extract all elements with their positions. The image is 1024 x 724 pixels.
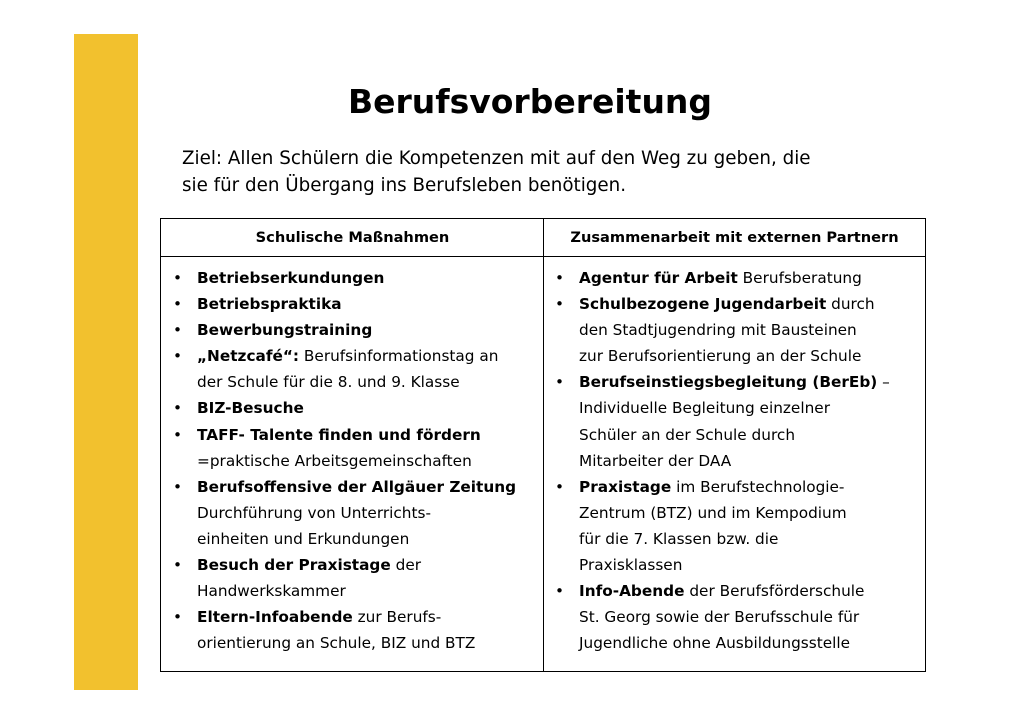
measures-table — [160, 218, 926, 672]
item-continuation: der Schule für die 8. und 9. Klasse — [197, 373, 460, 392]
item-line — [197, 474, 543, 500]
list-item — [171, 395, 543, 421]
item-continuation: Jugendliche ohne Ausbildungsstelle — [579, 634, 851, 653]
bullet-icon: • — [555, 477, 565, 496]
bullet-icon: • — [173, 347, 183, 366]
list-item — [171, 343, 543, 395]
item-continuation: den Stadtjugendring mit Bausteinen — [579, 321, 857, 340]
item-text: der — [390, 556, 422, 575]
item-line — [197, 604, 543, 630]
item-line — [197, 552, 543, 578]
item-continuation: für die 7. Klassen bzw. die — [579, 529, 779, 548]
item-bold-text: BIZ-Besuche — [197, 399, 304, 418]
bullet-icon: • — [555, 269, 565, 287]
bullet-icon: • — [173, 556, 183, 575]
item-line — [197, 422, 543, 448]
bullet-icon: • — [173, 321, 183, 340]
item-line — [579, 369, 923, 395]
bullet-icon: • — [173, 477, 183, 496]
item-text: im Berufstechnologie- — [671, 477, 845, 496]
list-item — [553, 291, 923, 369]
item-bold-text: Agentur für Arbeit — [579, 269, 738, 287]
accent-bar — [74, 34, 138, 690]
item-text: durch — [826, 295, 875, 314]
column-divider — [543, 219, 544, 671]
bullet-icon: • — [555, 373, 565, 392]
item-bold-text: Besuch der Praxistage — [197, 556, 391, 575]
subtitle-line: sie für den Übergang ins Berufsleben benötigen. — [182, 175, 627, 196]
bullet-icon: • — [173, 269, 183, 287]
item-continuation: einheiten und Erkundungen — [197, 529, 410, 548]
item-continuation: =praktische Arbeitsgemeinschaften — [197, 451, 472, 470]
item-line — [197, 265, 543, 291]
list-item — [171, 552, 543, 604]
item-bold-text: Eltern-Infoabende — [197, 608, 353, 627]
item-line — [197, 317, 543, 343]
item-continuation: Schüler an der Schule durch — [579, 425, 796, 444]
item-bold-text: Bewerbungstraining — [197, 321, 373, 340]
item-bold-text: Berufseinstiegsbegleitung (BerEb) — [579, 373, 878, 392]
item-continuation: Zentrum (BTZ) und im Kempodium — [579, 503, 847, 522]
list-item — [553, 474, 923, 578]
bullet-icon: • — [555, 295, 565, 314]
list-item — [171, 317, 543, 343]
list-item — [171, 604, 543, 656]
slide-title: Berufsvorbereitung — [347, 82, 713, 121]
list-item — [171, 422, 543, 474]
bullet-icon: • — [173, 399, 183, 418]
item-bold-text: Info-Abende — [579, 582, 685, 601]
item-bold-text: Betriebspraktika — [197, 295, 342, 314]
item-bold-text: Betriebserkundungen — [197, 269, 385, 287]
item-continuation: Handwerkskammer — [197, 582, 346, 601]
header-school-measures: Schulische Maßnahmen — [161, 219, 544, 257]
list-item — [553, 369, 923, 473]
slide-subtitle — [182, 145, 962, 199]
item-continuation: Mitarbeiter der DAA — [579, 451, 732, 470]
list-item — [171, 265, 543, 291]
subtitle-line: Ziel: Allen Schülern die Kompetenzen mit auf den Weg zu geben, die — [182, 148, 811, 169]
external-partners-list — [553, 265, 923, 656]
item-continuation: Durchführung von Unterrichts- — [197, 503, 431, 522]
item-text: zur Berufs- — [352, 608, 442, 627]
item-continuation: zur Berufsorientierung an der Schule — [579, 347, 862, 366]
bullet-icon: • — [555, 582, 565, 601]
list-item — [171, 291, 543, 317]
item-text: Berufsinformationstag an — [299, 347, 499, 366]
header-external-partners: Zusammenarbeit mit externen Partnern — [544, 219, 925, 257]
item-line — [579, 474, 923, 500]
item-line — [579, 265, 923, 291]
item-line — [197, 291, 543, 317]
item-line — [579, 578, 923, 604]
item-bold-text: TAFF- Talente finden und fördern — [197, 425, 481, 444]
item-text: – — [877, 373, 890, 392]
item-bold-text: Berufsoffensive der Allgäuer Zeitung — [197, 477, 517, 496]
list-item — [553, 265, 923, 291]
item-text: Berufsberatung — [737, 269, 862, 287]
item-continuation: Individuelle Begleitung einzelner — [579, 399, 830, 418]
item-continuation: Praxisklassen — [579, 556, 683, 575]
item-bold-text: Praxistage — [579, 477, 672, 496]
item-continuation: orientierung an Schule, BIZ und BTZ — [197, 634, 476, 653]
item-bold-text: Schulbezogene Jugendarbeit — [579, 295, 827, 314]
item-line — [579, 291, 923, 317]
item-line — [197, 395, 543, 421]
item-line — [197, 343, 543, 369]
bullet-icon: • — [173, 425, 183, 444]
item-continuation: St. Georg sowie der Berufsschule für — [579, 608, 860, 627]
list-item — [171, 474, 543, 552]
bullet-icon: • — [173, 295, 183, 314]
school-measures-list — [171, 265, 543, 656]
item-text: der Berufsförderschule — [684, 582, 865, 601]
bullet-icon: • — [173, 608, 183, 627]
list-item — [553, 578, 923, 656]
item-bold-text: „Netzcafé“: — [197, 347, 300, 366]
